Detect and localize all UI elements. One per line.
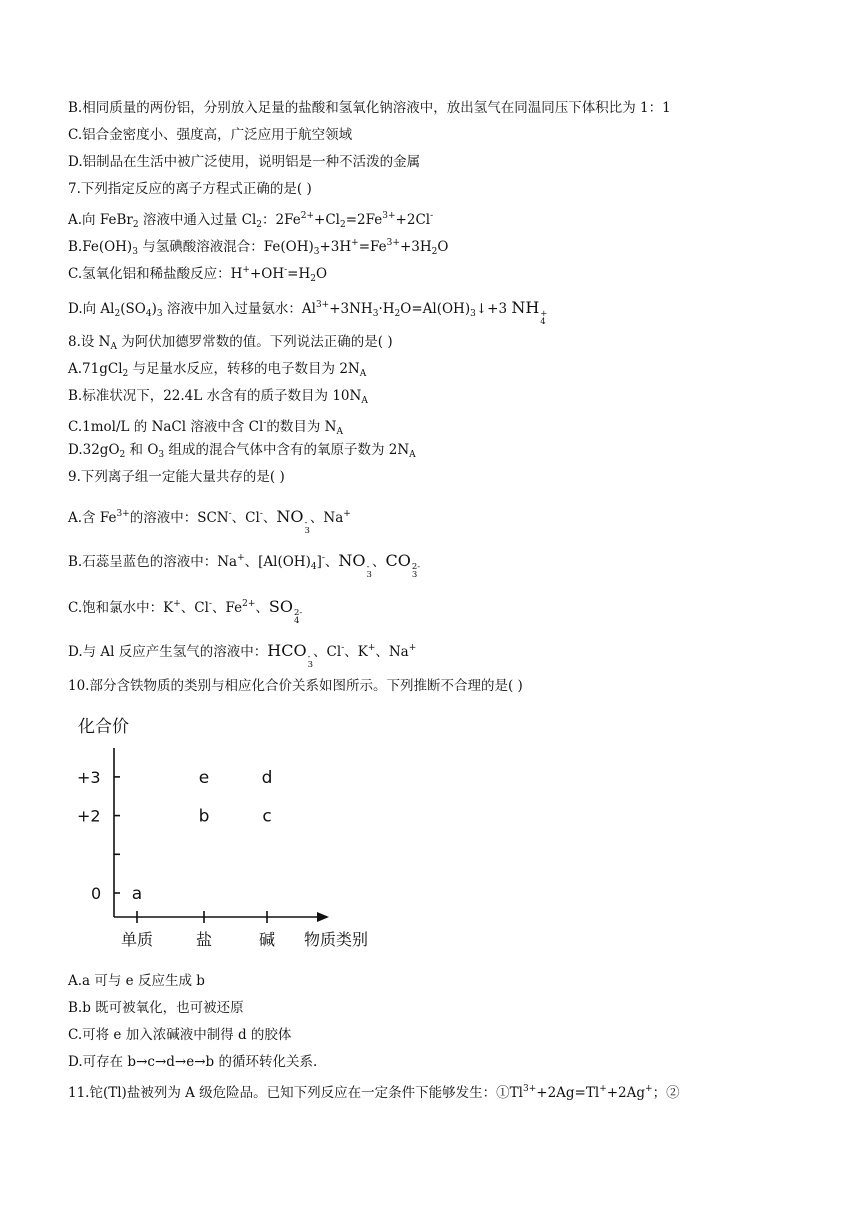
- point-label: b: [198, 806, 210, 827]
- point-label: c: [262, 806, 272, 827]
- question-9: 9.下列离子组一定能大量共存的是( ): [68, 469, 285, 485]
- option-8c: C.1mol/L 的 NaCl 溶液中含 Cl-的数目为 $N_A$: [68, 418, 343, 437]
- point-label: e: [198, 767, 210, 788]
- y-tick-label: +3: [77, 767, 101, 787]
- x-tick-label: 盐: [195, 930, 213, 949]
- y-axis-label: 化合价: [78, 717, 129, 737]
- option-10b: B.b 既可被氧化，也可被还原: [68, 1000, 244, 1016]
- option-7c: C.氢氧化铝和稀盐酸反应：$H^++OH^-=H_2O$: [68, 265, 328, 284]
- question-7: 7.下列指定反应的离子方程式正确的是( ): [68, 181, 312, 197]
- option-10a: A.a 可与 e 反应生成 b: [68, 973, 205, 989]
- valence-chart: [74, 710, 384, 955]
- y-tick-label: 0: [91, 884, 102, 903]
- option-9d: D.与 Al 反应产生氢气的溶液中：HCO - 3 、Cl-、K+、Na+: [68, 641, 417, 670]
- option-9a: A.含 $Fe^{3+}$的溶液中：SCN-、Cl-、NO - 3 、Na+: [68, 507, 351, 536]
- text-line: C.铝合金密度小、强度高，广泛应用于航空领域: [68, 127, 353, 143]
- x-axis-arrow: [317, 912, 329, 922]
- option-8d: $D.32gO_2$ 和 $O_3$ 组成的混合气体中含有的氧原子数为 $2N_A$: [68, 442, 416, 460]
- point-label: d: [261, 767, 273, 788]
- question-10: 10.部分含铁物质的类别与相应化合价关系如图所示。下列推断不合理的是( ): [68, 678, 523, 694]
- option-7a: A.向 FeBr$_2$ 溶液中通入过量 $Cl_2$：$2Fe^{2+}+Cl_2=2Fe^{3+}+2Cl^-$: [68, 211, 434, 230]
- option-8b: B.标准状况下，22.4L 水含有的质子数目为 $10N_A$: [68, 388, 368, 406]
- x-axis-label: 物质类别: [304, 930, 369, 949]
- x-tick-label: 单质: [120, 930, 154, 949]
- option-7b: $B.Fe(OH)_3$ 与氢碘酸溶液混合：$Fe(OH)_3+3H^+=Fe^{3+}+3H_2O$: [68, 238, 449, 257]
- text-line: D.铝制品在生活中被广泛使用，说明铝是一种不活泼的金属: [68, 154, 421, 170]
- point-label: a: [131, 884, 143, 904]
- question-8: 8.设 $N_A$ 为阿伏加德罗常数的值。下列说法正确的是( ): [68, 334, 393, 352]
- option-10d: D.可存在 b→c→d→e→b 的循环转化关系.: [68, 1054, 318, 1070]
- option-10c: C.可将 e 加入浓碱液中制得 d 的胶体: [68, 1027, 292, 1043]
- question-11: 11.铊(Tl)盐被列为 A 级危险品。已知下列反应在一定条件下能够发生：$①Tl^{3+}+2Ag=Tl^++2Ag^+$；②: [68, 1084, 680, 1101]
- option-8a: A.71gCl$_2$ 与足量水反应，转移的电子数目为 $2N_A$: [68, 361, 367, 379]
- y-tick-label: +2: [77, 806, 101, 826]
- option-7d: D.向 $Al_2(SO_4)_3$ 溶液中加入过量氨水：$Al^{3+}+3NH_3\cdot H_2O=Al(OH)_3↓+3$ NH + 4: [68, 298, 548, 327]
- option-9b: B.石蕊呈蓝色的溶液中：Na+、$[Al(OH)_4]^-$、NO - 3 、CO 2- 3: [68, 551, 421, 580]
- x-tick-label: 碱: [258, 930, 276, 949]
- text-line: B.相同质量的两份铝，分别放入足量的盐酸和氢氧化钠溶液中，放出氢气在同温同压下体积比为 1：1: [68, 100, 671, 116]
- option-9c: C.饱和氯水中：K+、Cl-、$Fe^{2+}$、SO 2- 4: [68, 597, 303, 626]
